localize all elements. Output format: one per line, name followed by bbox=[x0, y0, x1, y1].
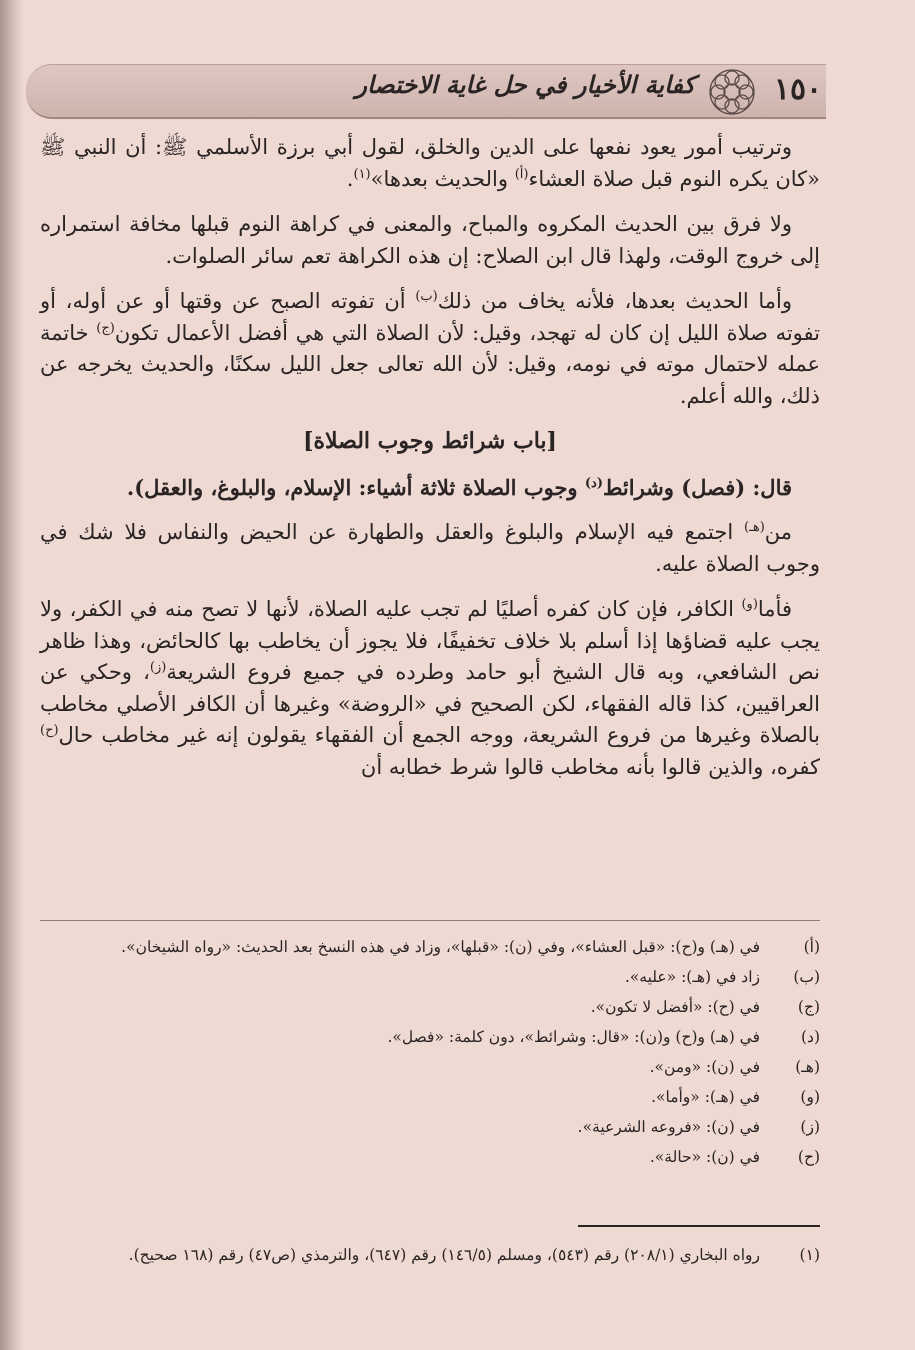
variant-reference: (ج) bbox=[96, 320, 115, 336]
variant-reference: (ز) bbox=[149, 660, 167, 675]
variant-notes bbox=[40, 938, 820, 1178]
note-marker: (ج) bbox=[797, 998, 820, 1016]
variant-reference: (أ) bbox=[514, 166, 529, 182]
paragraph bbox=[40, 286, 820, 412]
variant-note bbox=[40, 938, 820, 968]
note-marker: (ز) bbox=[800, 1118, 820, 1136]
page-number: ١٥٠ bbox=[773, 72, 823, 107]
text-run: من bbox=[764, 520, 792, 544]
footnote bbox=[40, 1246, 820, 1276]
text-run: الكافر، فإن كان كفره أصليًا لم تجب عليه الصلاة، لأنها لا تصح منه في الكفر، ولا يجب عليه قضاؤها إذا أسلم بلا خلاف تخفيفًا، فلا يجوز أن يخاطب بها كالحائض، وهذا ظاهر نص الشافعي، وبه قال الشيخ أبو حامد وطرده في جميع فروع الشريعة bbox=[40, 597, 820, 684]
note-marker: (هـ) bbox=[795, 1058, 820, 1076]
note-marker: (ح) bbox=[797, 1148, 820, 1166]
variant-reference: (و) bbox=[741, 597, 758, 612]
note-text: في (هـ) و(ح): «قبل العشاء»، وفي (ن): «قبلها»، وزاد في هذه النسخ بعد الحديث: «رواه الشيخان». bbox=[121, 938, 760, 956]
text-run: ، وحكي عن العراقيين، كذا قاله الفقهاء، لكن الصحيح في «الروضة» وغيرها أن الكافر الأصلي مخاطب بالصلاة وغيرها من فروع الشريعة، ووجه الجمع أن الفقهاء يقولون إنه غير مخاطب حال bbox=[40, 660, 820, 747]
paragraph bbox=[40, 517, 820, 580]
variant-reference: (ح) bbox=[40, 723, 59, 738]
variant-reference: (ب) bbox=[415, 289, 438, 304]
text-run: فأما bbox=[757, 597, 792, 621]
section-heading: [باب شرائط وجوب الصلاة] bbox=[303, 428, 557, 454]
variant-note bbox=[40, 1088, 820, 1118]
note-text: في (ح): «أفضل لا تكون». bbox=[590, 998, 760, 1016]
variant-reference: (د) bbox=[584, 475, 603, 491]
footnote-marker: (١) bbox=[799, 1246, 820, 1264]
text-run: وجوب الصلاة ثلاثة أشياء: الإسلام، والبلوغ، والعقل). bbox=[126, 474, 585, 500]
variant-note bbox=[40, 1058, 820, 1088]
text-run: خاتمة عمله لاحتمال موته في نومه، وقيل: لأن الله تعالى جعل الليل سكنًا، والحديث يخرجه عن ذلك، والله أعلم. bbox=[40, 320, 820, 408]
notes-divider bbox=[40, 920, 820, 921]
note-text: في (ن): «فروعه الشرعية». bbox=[577, 1118, 760, 1136]
paragraph: ولا فرق بين الحديث المكروه والمباح، والمعنى في كراهة النوم قبلها مخافة استمراره إلى خروج الوقت، ولهذا قال ابن الصلاح: إن هذه الكراهة تعم سائر الصلوات. bbox=[40, 212, 820, 268]
note-text: في (ن): «حالة». bbox=[649, 1148, 760, 1166]
main-text bbox=[40, 132, 820, 797]
text-run: اجتمع فيه الإسلام والبلوغ والعقل والطهارة عن الحيض والنفاس فلا شك في وجوب الصلاة عليه. bbox=[40, 520, 820, 576]
note-text: في (ن): «ومن». bbox=[649, 1058, 760, 1076]
footnotes bbox=[40, 1246, 820, 1276]
variant-note bbox=[40, 998, 820, 1028]
note-marker: (و) bbox=[800, 1088, 820, 1106]
text-run: كفره، والذين قالوا بأنه مخاطب قالوا شرط خطابه أن bbox=[360, 754, 820, 779]
variant-note bbox=[40, 1118, 820, 1148]
text-run: . bbox=[346, 166, 354, 191]
paragraph bbox=[40, 594, 820, 783]
text-run: أن تفوته الصبح عن وقتها أو عن أوله، أو تفوته صلاة الليل إن كان له تهجد، وقيل: لأن الصلاة التي هي أفضل الأعمال تكون bbox=[40, 289, 820, 345]
footnote-divider bbox=[578, 1225, 820, 1227]
paragraph bbox=[40, 472, 820, 504]
running-title: كفاية الأخيار في حل غاية الاختصار bbox=[355, 70, 695, 99]
note-text: زاد في (هـ): «عليه». bbox=[624, 968, 760, 986]
note-marker: (د) bbox=[801, 1028, 820, 1046]
variant-note bbox=[40, 1148, 820, 1178]
footnote-reference: (١) bbox=[353, 166, 371, 182]
note-marker: (ب) bbox=[793, 968, 820, 986]
text-run: قال: (فصل) وشرائط bbox=[602, 474, 792, 500]
text-run: «كان يكره النوم قبل صلاة العشاء bbox=[528, 166, 820, 191]
note-text: في (هـ): «وأما». bbox=[651, 1088, 760, 1106]
footnote-text: رواه البخاري (٢٠٨/١) رقم (٥٤٣)، ومسلم (١٤٦/٥) رقم (٦٤٧)، والترمذي (ص٤٧) رقم (١٦٨ صحيح). bbox=[128, 1246, 760, 1264]
text-run: والحديث بعدها» bbox=[370, 166, 515, 191]
book-binding-shadow bbox=[0, 0, 24, 1350]
variant-note bbox=[40, 1028, 820, 1058]
text-run: وترتيب أمور يعود نفعها على الدين والخلق، لقول أبي برزة الأسلمي ﷺ: أن النبي ﷺ bbox=[40, 135, 792, 159]
note-text: في (هـ) و(ح) و(ن): «قال: وشرائط»، دون كلمة: «فصل». bbox=[387, 1028, 760, 1046]
text-run: وأما الحديث بعدها، فلأنه يخاف من ذلك bbox=[437, 289, 792, 313]
floral-rosette-icon bbox=[706, 66, 758, 118]
note-marker: (أ) bbox=[803, 938, 820, 956]
variant-note bbox=[40, 968, 820, 998]
variant-reference: (هـ) bbox=[743, 520, 765, 535]
paragraph bbox=[40, 132, 820, 195]
